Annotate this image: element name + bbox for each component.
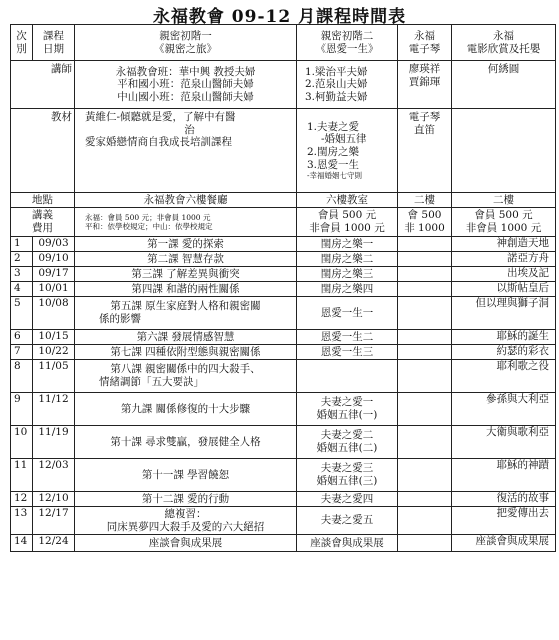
row-course3	[398, 345, 452, 360]
teacher-col1: 永福教會班：華中興 教授夫婦 平和國小班：范泉山醫師夫婦 中山國小班：范泉山醫師夫婦	[75, 61, 297, 109]
location-col2: 六樓教室	[297, 193, 398, 208]
schedule-row	[11, 426, 556, 459]
row-course3	[398, 459, 452, 492]
row-date: 11/19	[33, 426, 75, 459]
row-date: 10/15	[33, 330, 75, 345]
material-col1: 黃維仁-傾聽就是愛，了解中有醫 治 愛家婚戀情商自我成長培訓課程	[75, 109, 297, 193]
row-number: 3	[11, 267, 33, 282]
row-course2	[297, 360, 398, 393]
row-course3	[398, 507, 452, 535]
row-number: 12	[11, 492, 33, 507]
row-date: 11/05	[33, 360, 75, 393]
row-course3	[398, 282, 452, 297]
row-date: 11/12	[33, 393, 75, 426]
row-number: 13	[11, 507, 33, 535]
material-col3: 電子琴 直笛	[398, 109, 452, 193]
schedule-row	[11, 282, 556, 297]
schedule-row	[11, 297, 556, 330]
page-title: 永福教會 09-12 月課程時間表	[152, 7, 407, 27]
row-course3	[398, 535, 452, 552]
row-course1: 第九課 關係修復的十大步驟	[75, 393, 297, 426]
row-number: 14	[11, 535, 33, 552]
header-course3: 永福 電子琴	[398, 25, 452, 61]
header-course1: 親密初階一 《親密之旅》	[75, 25, 297, 61]
row-date: 12/10	[33, 492, 75, 507]
row-number: 11	[11, 459, 33, 492]
fee-col1: 永福：會員 500 元；非會員 1000 元 平和：依學校規定；中山：依學校規定	[75, 208, 297, 237]
row-course1: 總複習： 同床異夢四大殺手及愛的六大絕招	[75, 507, 297, 535]
material-label: 教材	[11, 109, 75, 193]
row-course2: 閨房之樂二	[297, 252, 398, 267]
row-number: 2	[11, 252, 33, 267]
row-course3	[398, 393, 452, 426]
location-col4: 二樓	[452, 193, 556, 208]
row-course1: 第十二課 愛的行動	[75, 492, 297, 507]
row-course2: 夫妻之愛三 婚姻五律(三)	[297, 459, 398, 492]
material-row	[11, 109, 556, 193]
row-course2: 夫妻之愛二 婚姻五律(二)	[297, 426, 398, 459]
row-course4: 但以理與獅子洞	[452, 297, 556, 330]
row-date: 10/22	[33, 345, 75, 360]
row-course4: 耶利歌之役	[452, 360, 556, 393]
schedule-row	[11, 267, 556, 282]
row-course2: 恩愛一生一	[297, 297, 398, 330]
schedule-row	[11, 360, 556, 393]
row-course4: 大衛與歌利亞	[452, 426, 556, 459]
row-number: 7	[11, 345, 33, 360]
schedule-row	[11, 252, 556, 267]
schedule-row	[11, 459, 556, 492]
schedule-table	[10, 24, 556, 552]
row-course3	[398, 492, 452, 507]
row-course2: 閨房之樂四	[297, 282, 398, 297]
location-col1: 永福教會六樓餐廳	[75, 193, 297, 208]
row-number: 1	[11, 237, 33, 252]
row-course2: 閨房之樂三	[297, 267, 398, 282]
row-number: 6	[11, 330, 33, 345]
row-course4: 參孫與大利亞	[452, 393, 556, 426]
header-no: 次 別	[11, 25, 33, 61]
row-course2: 夫妻之愛五	[297, 507, 398, 535]
location-row	[11, 193, 556, 208]
row-course2: 閨房之樂一	[297, 237, 398, 252]
header-date: 課程 日期	[33, 25, 75, 61]
row-course3	[398, 426, 452, 459]
row-course4: 出埃及記	[452, 267, 556, 282]
row-course3	[398, 330, 452, 345]
row-date: 09/03	[33, 237, 75, 252]
row-course4: 復活的故事	[452, 492, 556, 507]
row-date: 10/08	[33, 297, 75, 330]
row-course4: 座談會與成果展	[452, 535, 556, 552]
location-col3: 二樓	[398, 193, 452, 208]
teacher-col2: 1.梁治平夫婦 2.范泉山夫婦 3.柯勤益夫婦	[297, 61, 398, 109]
teacher-col4: 何綉圓	[452, 61, 556, 109]
row-course3	[398, 252, 452, 267]
row-number: 5	[11, 297, 33, 330]
fee-col4: 會員 500 元 非會員 1000 元	[452, 208, 556, 237]
schedule-row	[11, 507, 556, 535]
row-course4: 耶穌的神蹟	[452, 459, 556, 492]
row-date: 12/24	[33, 535, 75, 552]
row-course1: 第十一課 學習饒恕	[75, 459, 297, 492]
row-course1: 座談會與成果展	[75, 535, 297, 552]
row-course4: 約瑟的彩衣	[452, 345, 556, 360]
row-course2: 座談會與成果展	[297, 535, 398, 552]
fee-row	[11, 208, 556, 237]
header-course2: 親密初階二 《恩愛一生》	[297, 25, 398, 61]
location-label: 地點	[11, 193, 75, 208]
row-course3	[398, 237, 452, 252]
row-number: 10	[11, 426, 33, 459]
row-date: 09/10	[33, 252, 75, 267]
schedule-row	[11, 237, 556, 252]
schedule-row	[11, 330, 556, 345]
row-course1: 第三課 了解差異與衝突	[75, 267, 297, 282]
schedule-row	[11, 535, 556, 552]
material-col4	[452, 109, 556, 193]
row-course2: 夫妻之愛四	[297, 492, 398, 507]
teacher-col3: 廖瑛祥 賈錦琿	[398, 61, 452, 109]
fee-label: 講義 費用	[11, 208, 75, 237]
row-course4: 諾亞方舟	[452, 252, 556, 267]
schedule-row	[11, 492, 556, 507]
row-course1: 第二課 智慧存款	[75, 252, 297, 267]
row-course2: 恩愛一生二	[297, 330, 398, 345]
row-course4: 神創造天地	[452, 237, 556, 252]
row-course1: 第六課 發展情感智慧	[75, 330, 297, 345]
material-col2: 1.夫妻之愛 -婚姻五律 2.閨房之樂 3.恩愛一生 -幸福婚姻七守則	[297, 109, 398, 193]
row-course1: 第五課 原生家庭對人格和親密關 係的影響	[75, 297, 297, 330]
row-number: 8	[11, 360, 33, 393]
header-row	[11, 25, 556, 61]
row-course1: 第八課 親密關係中的四大殺手、 情緒調節「五大要訣」	[75, 360, 297, 393]
row-course1: 第十課 尋求雙贏，發展健全人格	[75, 426, 297, 459]
schedule-row	[11, 393, 556, 426]
row-number: 9	[11, 393, 33, 426]
row-course4: 耶穌的誕生	[452, 330, 556, 345]
row-date: 09/17	[33, 267, 75, 282]
row-course4: 以斯帖皇后	[452, 282, 556, 297]
schedule-row	[11, 345, 556, 360]
fee-col3: 會 500 非 1000	[398, 208, 452, 237]
fee-col2: 會員 500 元 非會員 1000 元	[297, 208, 398, 237]
header-course4: 永福 電影欣賞及托嬰	[452, 25, 556, 61]
row-date: 10/01	[33, 282, 75, 297]
teacher-row	[11, 61, 556, 109]
row-course1: 第七課 四種依附型態與親密關係	[75, 345, 297, 360]
row-course3	[398, 360, 452, 393]
row-date: 12/03	[33, 459, 75, 492]
row-number: 4	[11, 282, 33, 297]
row-course1: 第一課 愛的探索	[75, 237, 297, 252]
row-course2: 恩愛一生三	[297, 345, 398, 360]
teacher-label: 講師	[11, 61, 75, 109]
row-course4: 把愛傳出去	[452, 507, 556, 535]
row-date: 12/17	[33, 507, 75, 535]
row-course3	[398, 267, 452, 282]
row-course2: 夫妻之愛一 婚姻五律(一)	[297, 393, 398, 426]
row-course1: 第四課 和諧的兩性關係	[75, 282, 297, 297]
row-course3	[398, 297, 452, 330]
